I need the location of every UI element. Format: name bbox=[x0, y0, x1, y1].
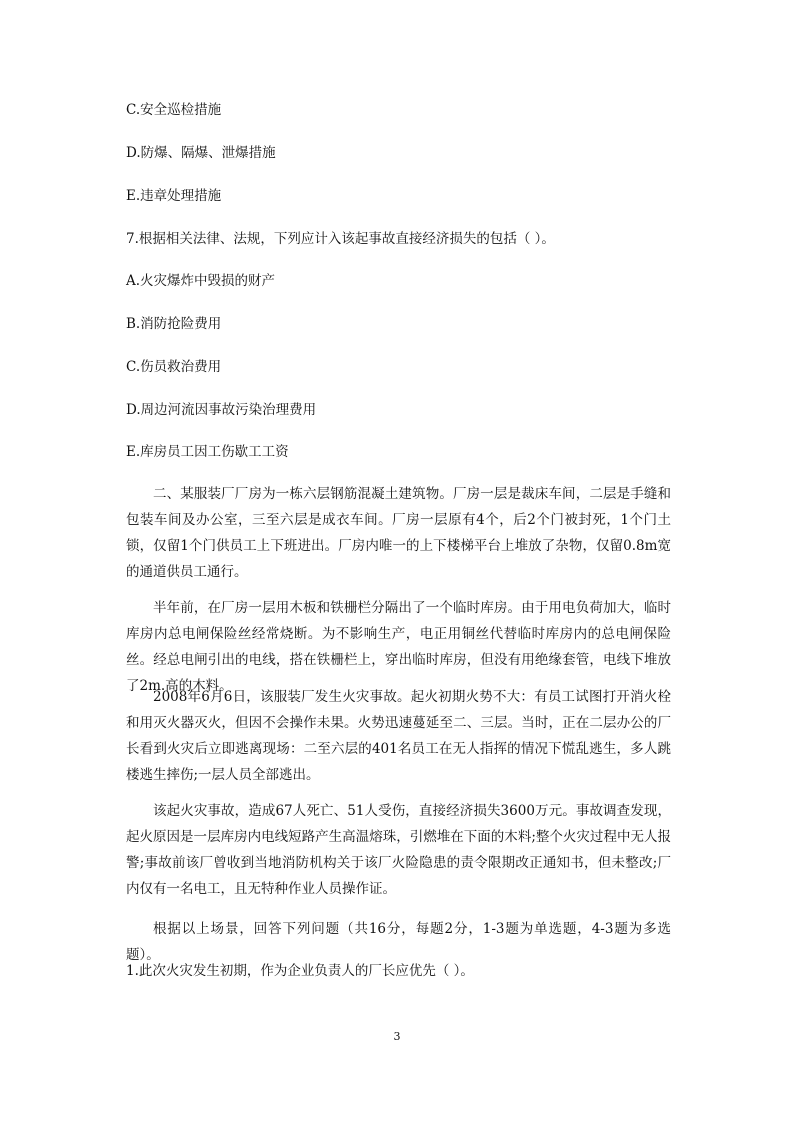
case-2-question-1: 1.此次火灾发生初期，作为企业负责人的厂长应优先（ ）。 bbox=[126, 963, 474, 979]
question-7-stem: 7.根据相关法律、法规，下列应计入该起事故直接经济损失的包括（ ）。 bbox=[126, 231, 555, 247]
case-2-instruction: 根据以上场景，回答下列问题（共16分，每题2分，1-3题为单选题，4-3题为多选题）。 bbox=[126, 921, 671, 963]
question-7-option-d: D.周边河流因事故污染治理费用 bbox=[126, 402, 317, 418]
page-number: 3 bbox=[393, 1030, 401, 1043]
question-7-option-a: A.火灾爆炸中毁损的财产 bbox=[126, 273, 276, 289]
case-2-paragraph-4: 该起火灾事故，造成67人死亡、51人受伤，直接经济损失3600万元。事故调查发现，起火原因是一层库房内电线短路产生高温熔珠，引燃堆在下面的木料;整个火灾过程中无人报警;事故前该厂曾收到当地消防机构关于该厂火险隐患的责令限期改正通知书，但未整改;厂内仅有一名电工，且无特种作业人员操作证。 bbox=[126, 803, 671, 897]
case-2-paragraph-3: 2008年6月6日，该服装厂发生火灾事故。起火初期火势不大：有员工试图打开消火栓和用灭火器灭火，但因不会操作未果。火势迅速蔓延至二、三层。当时，正在二层办公的厂长看到火灾后立即逃离现场：二至六层的401名员工在无人指挥的情况下慌乱逃生，多人跳楼逃生摔伤;一层人员全部逃出。 bbox=[126, 689, 671, 783]
question-7-option-e: E.库房员工因工伤歇工工资 bbox=[126, 444, 289, 460]
option-c-safety-inspection: C.安全巡检措施 bbox=[126, 102, 222, 118]
question-7-option-c: C.伤员救治费用 bbox=[126, 359, 222, 375]
question-7-option-b: B.消防抢险费用 bbox=[126, 316, 222, 332]
case-2-paragraph-1: 二、某服装厂厂房为一栋六层钢筋混凝土建筑物。厂房一层是裁床车间，二层是手缝和包装车间及办公室，三至六层是成衣车间。厂房一层原有4个，后2个门被封死，1个门土锁，仅留1个门供员工上下班进出。厂房内唯一的上下楼梯平台上堆放了杂物，仅留0.8m宽的通道供员工通行。 bbox=[126, 486, 671, 580]
case-2-paragraph-2: 半年前，在厂房一层用木板和铁栅栏分隔出了一个临时库房。由于用电负荷加大，临时库房内总电闸保险丝经常烧断。为不影响生产，电正用铜丝代替临时库房内的总电闸保险丝。经总电闸引出的电线，搭在铁栅栏上，穿出临时库房，但没有用绝缘套管，电线下堆放了2m.高的木料。 bbox=[126, 600, 671, 694]
option-d-explosion-protection: D.防爆、隔爆、泄爆措施 bbox=[126, 145, 276, 161]
option-e-violation-handling: E.违章处理措施 bbox=[126, 188, 222, 204]
